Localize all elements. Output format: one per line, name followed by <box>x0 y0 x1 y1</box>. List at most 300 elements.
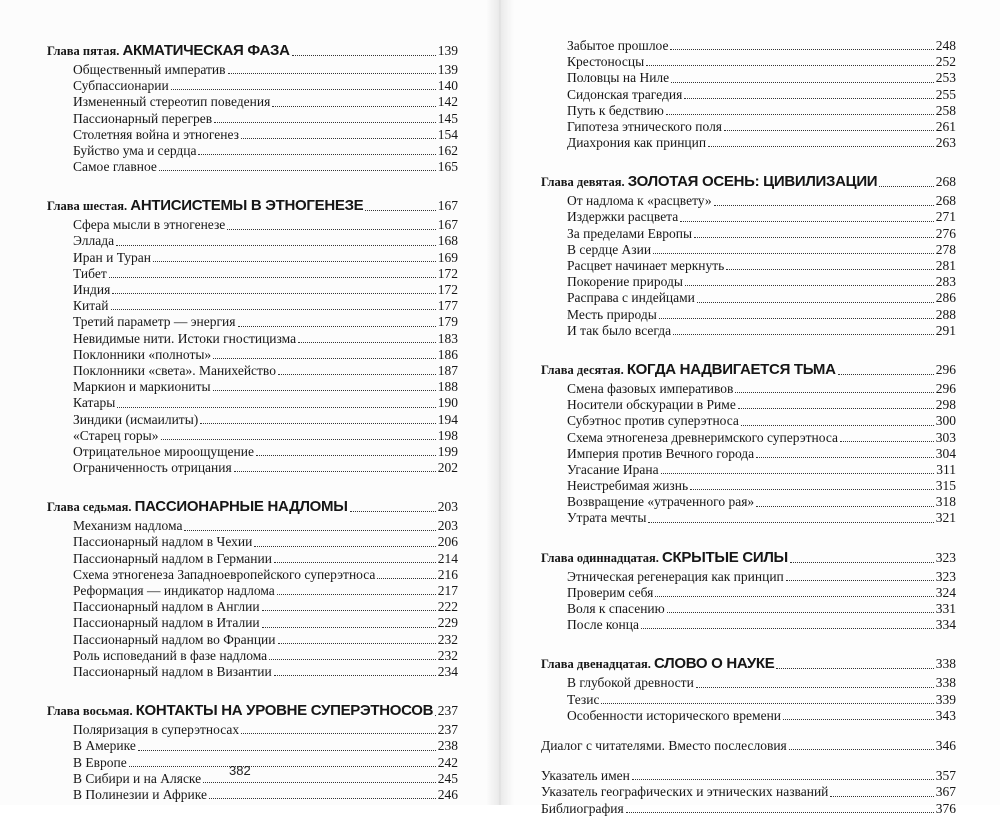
entry-title: Невидимые нити. Истоки гностицизма <box>73 330 297 346</box>
toc-section-entry[interactable] <box>47 632 458 648</box>
toc-left-column <box>47 40 458 803</box>
entry-page-number: 139 <box>437 61 458 77</box>
toc-section-entry[interactable] <box>541 381 956 397</box>
dot-leader <box>756 506 934 507</box>
toc-section-entry[interactable] <box>47 331 458 347</box>
entry-page-number: 268 <box>935 193 956 209</box>
chapter-label-separator: . <box>128 500 135 515</box>
entry-page-number: 188 <box>437 379 458 395</box>
toc-section-entry[interactable] <box>47 266 458 282</box>
entry-page-number: 162 <box>437 142 458 158</box>
entry-page-number: 258 <box>935 102 956 118</box>
toc-section-entry[interactable] <box>541 70 956 86</box>
toc-section-entry[interactable] <box>47 347 458 363</box>
toc-backmatter-entry[interactable] <box>541 784 956 800</box>
dot-leader <box>203 782 436 783</box>
entry-page-number: 172 <box>437 265 458 281</box>
entry-page-number: 216 <box>437 566 458 582</box>
dot-leader <box>159 170 436 171</box>
toc-section-entry[interactable] <box>541 494 956 510</box>
entry-title: Половцы на Ниле <box>567 70 670 86</box>
entry-title: Пассионарный надлом во Франции <box>73 631 276 647</box>
entry-page-number: 217 <box>437 583 458 599</box>
entry-page-number: 376 <box>935 800 956 816</box>
entry-page-number: 186 <box>437 346 458 362</box>
entry-title: Измененный стереотип поведения <box>73 94 271 110</box>
toc-section-entry[interactable] <box>47 755 458 771</box>
dot-leader <box>879 186 933 187</box>
entry-page-number: 222 <box>437 599 458 615</box>
entry-page-number: 263 <box>935 135 956 151</box>
dot-leader <box>234 471 436 472</box>
entry-title: От надлома к «расцвету» <box>567 193 712 209</box>
toc-section-entry[interactable] <box>47 363 458 379</box>
entry-title: В Европе <box>73 754 127 770</box>
entry-title: Проверим себя <box>567 584 654 600</box>
dot-leader <box>670 49 933 50</box>
entry-title: Смена фазовых императивов <box>567 380 734 396</box>
toc-section-entry[interactable] <box>47 567 458 583</box>
dot-leader <box>632 779 934 780</box>
entry-page-number: 232 <box>437 647 458 663</box>
entry-page-number: 324 <box>935 584 956 600</box>
entry-page-number: 296 <box>935 362 956 377</box>
toc-section-entry[interactable] <box>47 444 458 460</box>
entry-page-number: 154 <box>437 126 458 142</box>
toc-section-entry[interactable] <box>541 258 956 274</box>
dot-leader <box>213 358 436 359</box>
toc-section-entry[interactable] <box>541 54 956 70</box>
entry-page-number: 323 <box>935 568 956 584</box>
entry-page-number: 291 <box>935 322 956 338</box>
chapter-heading <box>47 40 290 62</box>
entry-page-number: 318 <box>935 494 956 510</box>
toc-section-entry[interactable] <box>47 428 458 444</box>
book-gutter <box>486 0 514 805</box>
toc-chapter-entry[interactable] <box>47 195 458 217</box>
toc-section-entry[interactable] <box>47 787 458 803</box>
entry-title: Утрата мечты <box>567 510 647 526</box>
toc-chapter-entry[interactable] <box>47 40 458 62</box>
entry-page-number: 179 <box>437 314 458 330</box>
entry-page-number: 253 <box>935 70 956 86</box>
toc-section-entry[interactable] <box>47 298 458 314</box>
chapter-title: ЗОЛОТАЯ ОСЕНЬ: ЦИВИЛИЗАЦИИ <box>627 173 878 191</box>
entry-title: Гипотеза этнического поля <box>567 118 723 134</box>
entry-page-number: 311 <box>936 461 956 477</box>
entry-title: В Сибири и на Аляске <box>73 770 202 786</box>
entry-title: В сердце Азии <box>567 241 652 257</box>
entry-page-number: 190 <box>437 395 458 411</box>
toc-section-entry[interactable] <box>47 111 458 127</box>
toc-section-entry[interactable] <box>541 210 956 226</box>
toc-chapter-entry[interactable] <box>541 547 956 569</box>
chapter-label: Глава пятая <box>47 44 117 58</box>
entry-page-number: 232 <box>437 631 458 647</box>
dot-leader <box>184 530 435 531</box>
dot-leader <box>116 245 436 246</box>
toc-section-entry[interactable] <box>541 478 956 494</box>
toc-section-entry[interactable] <box>47 395 458 411</box>
dot-leader <box>129 766 436 767</box>
toc-section-entry[interactable] <box>47 379 458 395</box>
dot-leader <box>696 687 934 688</box>
entry-page-number: 165 <box>437 159 458 175</box>
entry-title: Поклонники «полноты» <box>73 346 212 362</box>
toc-section-entry[interactable] <box>47 234 458 250</box>
toc-section-entry[interactable] <box>47 314 458 330</box>
dot-leader <box>659 318 934 319</box>
toc-spacer <box>541 151 956 171</box>
toc-section-entry[interactable] <box>541 569 956 585</box>
dot-leader <box>685 285 934 286</box>
entry-page-number: 268 <box>935 174 956 190</box>
entry-page-number: 194 <box>437 411 458 427</box>
toc-section-entry[interactable] <box>541 119 956 135</box>
dot-leader <box>776 668 933 669</box>
entry-page-number: 271 <box>935 209 956 225</box>
entry-title: Субпассионарии <box>73 78 169 94</box>
dot-leader <box>673 334 934 335</box>
entry-page-number: 315 <box>935 478 956 494</box>
toc-section-entry[interactable] <box>47 159 458 175</box>
toc-section-entry[interactable] <box>541 462 956 478</box>
toc-section-entry[interactable] <box>541 226 956 242</box>
toc-section-entry[interactable] <box>541 397 956 413</box>
chapter-label-separator: . <box>647 657 655 672</box>
toc-section-entry[interactable] <box>541 511 956 527</box>
dot-leader <box>655 596 933 597</box>
dot-leader <box>735 392 933 393</box>
entry-title: Маркион и маркиониты <box>73 379 211 395</box>
dot-leader <box>278 643 436 644</box>
entry-title: Поклонники «света». Манихейство <box>73 362 276 378</box>
dot-leader <box>254 546 435 547</box>
entry-title: Индия <box>73 282 111 298</box>
entry-page-number: 252 <box>935 54 956 70</box>
dot-leader <box>272 106 435 107</box>
entry-title: Третий параметр — энергия <box>73 314 236 330</box>
entry-page-number: 183 <box>437 330 458 346</box>
dot-leader <box>227 229 435 230</box>
toc-chapter-entry[interactable] <box>47 496 458 518</box>
entry-page-number: 367 <box>935 784 956 800</box>
entry-page-number: 206 <box>437 534 458 550</box>
entry-page-number: 167 <box>437 198 458 214</box>
entry-title: Диахрония как принцип <box>567 135 707 151</box>
entry-title: Пассионарный надлом в Италии <box>73 615 260 631</box>
dot-leader <box>213 390 436 391</box>
toc-section-entry[interactable] <box>47 62 458 78</box>
toc-section-entry[interactable] <box>47 460 458 476</box>
chapter-label-separator: . <box>129 704 136 719</box>
toc-section-entry[interactable] <box>541 87 956 103</box>
toc-section-entry[interactable] <box>541 290 956 306</box>
entry-page-number: 339 <box>935 691 956 707</box>
dot-leader <box>666 114 934 115</box>
entry-page-number: 248 <box>935 37 956 53</box>
entry-page-number: 334 <box>935 617 956 633</box>
toc-section-entry[interactable] <box>541 585 956 601</box>
toc-section-entry[interactable] <box>47 599 458 615</box>
chapter-heading <box>47 496 348 518</box>
dot-leader <box>278 374 436 375</box>
toc-section-entry[interactable] <box>541 675 956 691</box>
chapter-heading <box>541 653 774 675</box>
entry-page-number: 346 <box>935 737 956 753</box>
toc-section-entry[interactable] <box>47 94 458 110</box>
entry-title: Китай <box>73 298 109 314</box>
toc-section-entry[interactable] <box>47 722 458 738</box>
toc-section-entry[interactable] <box>47 771 458 787</box>
dot-leader <box>690 489 934 490</box>
toc-section-entry[interactable] <box>47 615 458 631</box>
entry-page-number: 145 <box>437 110 458 126</box>
toc-section-entry[interactable] <box>541 242 956 258</box>
dot-leader <box>738 408 934 409</box>
dot-leader <box>684 98 933 99</box>
chapter-title: КОГДА НАДВИГАЕТСЯ ТЬМА <box>626 361 836 378</box>
dot-leader <box>214 122 436 123</box>
entry-page-number: 234 <box>437 663 458 679</box>
entry-title: Пассионарный надлом в Чехии <box>73 534 253 550</box>
dot-leader <box>171 89 436 90</box>
toc-section-entry[interactable] <box>47 664 458 680</box>
dot-leader <box>724 130 934 131</box>
entry-title: Диалог с читателями. Вместо послесловия <box>541 737 787 753</box>
dot-leader <box>697 302 934 303</box>
entry-page-number: 300 <box>935 413 956 429</box>
dot-leader <box>350 511 436 512</box>
entry-title: Катары <box>73 395 116 411</box>
entry-page-number: 283 <box>935 274 956 290</box>
toc-spacer <box>541 339 956 359</box>
dot-leader <box>653 253 934 254</box>
dot-leader <box>726 269 933 270</box>
toc-section-entry[interactable] <box>47 518 458 534</box>
entry-title: Месть природы <box>567 306 657 322</box>
dot-leader <box>111 309 436 310</box>
entry-title: Схема этногенеза Западноевропейского суперэтноса <box>73 566 376 582</box>
chapter-label: Глава десятая <box>541 363 621 377</box>
entry-page-number: 357 <box>935 768 956 784</box>
dot-leader <box>238 326 436 327</box>
entry-page-number: 214 <box>437 550 458 566</box>
dot-leader <box>298 342 436 343</box>
entry-page-number: 202 <box>437 460 458 476</box>
entry-title: Расцвет начинает меркнуть <box>567 258 725 274</box>
entry-title: Поляризация в суперэтносах <box>73 722 240 738</box>
toc-backmatter-entry[interactable] <box>541 768 956 784</box>
chapter-label: Глава двенадцатая <box>541 657 648 672</box>
dot-leader <box>601 703 933 704</box>
entry-page-number: 281 <box>935 258 956 274</box>
dot-leader <box>109 277 436 278</box>
entry-page-number: 323 <box>935 549 956 565</box>
dot-leader <box>274 562 436 563</box>
entry-title: Механизм надлома <box>73 518 183 534</box>
entry-title: В Америке <box>73 738 136 754</box>
dot-leader <box>292 55 436 56</box>
toc-section-entry[interactable] <box>541 193 956 209</box>
toc-section-entry[interactable] <box>47 551 458 567</box>
toc-section-entry[interactable] <box>47 648 458 664</box>
toc-section-entry[interactable] <box>47 583 458 599</box>
toc-section-entry[interactable] <box>541 446 956 462</box>
dot-leader <box>161 439 436 440</box>
chapter-label-separator: . <box>116 44 123 58</box>
entry-title: Неистребимая жизнь <box>567 478 689 494</box>
dot-leader <box>241 138 436 139</box>
entry-page-number: 343 <box>935 707 956 723</box>
entry-page-number: 139 <box>437 43 458 58</box>
dot-leader <box>626 812 934 813</box>
entry-title: Общественный императив <box>73 61 226 77</box>
entry-page-number: 237 <box>437 722 458 738</box>
chapter-heading <box>47 700 433 722</box>
entry-page-number: 246 <box>437 786 458 802</box>
entry-title: Столетняя война и этногенез <box>73 126 239 142</box>
toc-section-entry[interactable] <box>47 143 458 159</box>
toc-chapter-entry[interactable] <box>47 700 458 722</box>
dot-leader <box>708 146 934 147</box>
toc-section-entry[interactable] <box>47 217 458 233</box>
dot-leader <box>209 798 436 799</box>
entry-page-number: 172 <box>437 282 458 298</box>
entry-title: Сидонская трагедия <box>567 86 683 102</box>
chapter-label: Глава девятая <box>541 175 622 190</box>
entry-page-number: 338 <box>935 656 956 672</box>
entry-page-number: 276 <box>935 225 956 241</box>
dot-leader <box>262 610 436 611</box>
entry-page-number: 245 <box>437 770 458 786</box>
entry-page-number: 199 <box>437 443 458 459</box>
chapter-label: Глава шестая <box>47 199 125 214</box>
dot-leader <box>741 425 934 426</box>
entry-page-number: 169 <box>437 249 458 265</box>
dot-leader <box>198 154 435 155</box>
toc-section-entry[interactable] <box>541 103 956 119</box>
dot-leader <box>786 580 934 581</box>
toc-spacer <box>541 633 956 653</box>
entry-title: Отрицательное мироощущение <box>73 443 254 459</box>
toc-section-entry[interactable] <box>47 250 458 266</box>
chapter-label-separator: . <box>621 175 628 190</box>
entry-title: Схема этногенеза древнеримского суперэтноса <box>567 429 839 445</box>
toc-spacer <box>541 754 956 768</box>
toc-chapter-entry[interactable] <box>541 653 956 675</box>
toc-spacer <box>47 175 458 195</box>
entry-title: Эллада <box>73 233 115 249</box>
entry-page-number: 242 <box>437 754 458 770</box>
page-number: 382 <box>229 763 251 778</box>
toc-chapter-entry[interactable] <box>541 359 956 381</box>
toc-section-entry[interactable] <box>47 282 458 298</box>
entry-page-number: 338 <box>935 675 956 691</box>
toc-section-entry[interactable] <box>541 413 956 429</box>
toc-spacer <box>47 476 458 496</box>
dot-leader <box>838 374 934 375</box>
toc-section-entry[interactable] <box>47 78 458 94</box>
entry-title: Носители обскурации в Риме <box>567 397 736 413</box>
toc-section-entry[interactable] <box>47 127 458 143</box>
toc-section-entry[interactable] <box>47 412 458 428</box>
toc-section-entry[interactable] <box>541 617 956 633</box>
toc-backmatter-entry[interactable] <box>541 738 956 754</box>
dot-leader <box>680 221 934 222</box>
toc-backmatter-entry[interactable] <box>541 801 956 817</box>
entry-title: Угасание Ирана <box>567 461 659 477</box>
dot-leader <box>262 627 436 628</box>
entry-page-number: 298 <box>935 397 956 413</box>
chapter-title: СЛОВО О НАУКЕ <box>654 655 775 673</box>
toc-section-entry[interactable] <box>541 38 956 54</box>
chapter-heading <box>541 171 877 193</box>
dot-leader <box>671 82 934 83</box>
entry-title: В Полинезии и Африке <box>73 786 207 802</box>
dot-leader <box>646 65 934 66</box>
entry-title: Забытое прошлое <box>567 37 669 53</box>
entry-page-number: 187 <box>437 362 458 378</box>
entry-page-number: 229 <box>437 615 458 631</box>
entry-page-number: 167 <box>437 217 458 233</box>
entry-title: Самое главное <box>73 159 157 175</box>
dot-leader <box>641 628 934 629</box>
dot-leader <box>256 455 436 456</box>
toc-section-entry[interactable] <box>541 274 956 290</box>
entry-title: Реформация — индикатор надлома <box>73 583 275 599</box>
entry-page-number: 286 <box>935 290 956 306</box>
toc-spacer <box>541 724 956 738</box>
entry-page-number: 278 <box>935 241 956 257</box>
entry-title: После конца <box>567 617 639 633</box>
chapter-label: Глава одиннадцатая <box>541 550 656 565</box>
dot-leader <box>661 473 935 474</box>
entry-title: За пределами Европы <box>567 225 693 241</box>
chapter-title: ПАССИОНАРНЫЕ НАДЛОМЫ <box>134 498 348 516</box>
entry-title: Буйство ума и сердца <box>73 142 197 158</box>
entry-title: Крестоносцы <box>567 54 645 70</box>
dot-leader <box>694 237 934 238</box>
entry-title: Расправа с индейцами <box>567 290 695 306</box>
toc-section-entry[interactable] <box>541 135 956 151</box>
entry-title: «Старец горы» <box>73 427 159 443</box>
entry-page-number: 140 <box>437 78 458 94</box>
toc-section-entry[interactable] <box>541 430 956 446</box>
toc-section-entry[interactable] <box>47 738 458 754</box>
toc-section-entry[interactable] <box>541 323 956 339</box>
dot-leader <box>377 578 435 579</box>
toc-section-entry[interactable] <box>541 307 956 323</box>
entry-title: Путь к бедствию <box>567 102 664 118</box>
dot-leader <box>117 407 435 408</box>
dot-leader <box>138 750 436 751</box>
toc-right-column <box>541 38 956 817</box>
entry-title: Издержки расцвета <box>567 209 679 225</box>
dot-leader <box>112 293 435 294</box>
entry-title: Тибет <box>73 265 107 281</box>
toc-section-entry[interactable] <box>541 692 956 708</box>
toc-chapter-entry[interactable] <box>541 171 956 193</box>
toc-section-entry[interactable] <box>541 601 956 617</box>
entry-title: Тезис <box>567 691 600 707</box>
chapter-label: Глава восьмая <box>47 704 130 719</box>
dot-leader <box>200 423 435 424</box>
toc-section-entry[interactable] <box>47 535 458 551</box>
entry-page-number: 198 <box>437 427 458 443</box>
toc-section-entry[interactable] <box>541 708 956 724</box>
dot-leader <box>269 659 436 660</box>
